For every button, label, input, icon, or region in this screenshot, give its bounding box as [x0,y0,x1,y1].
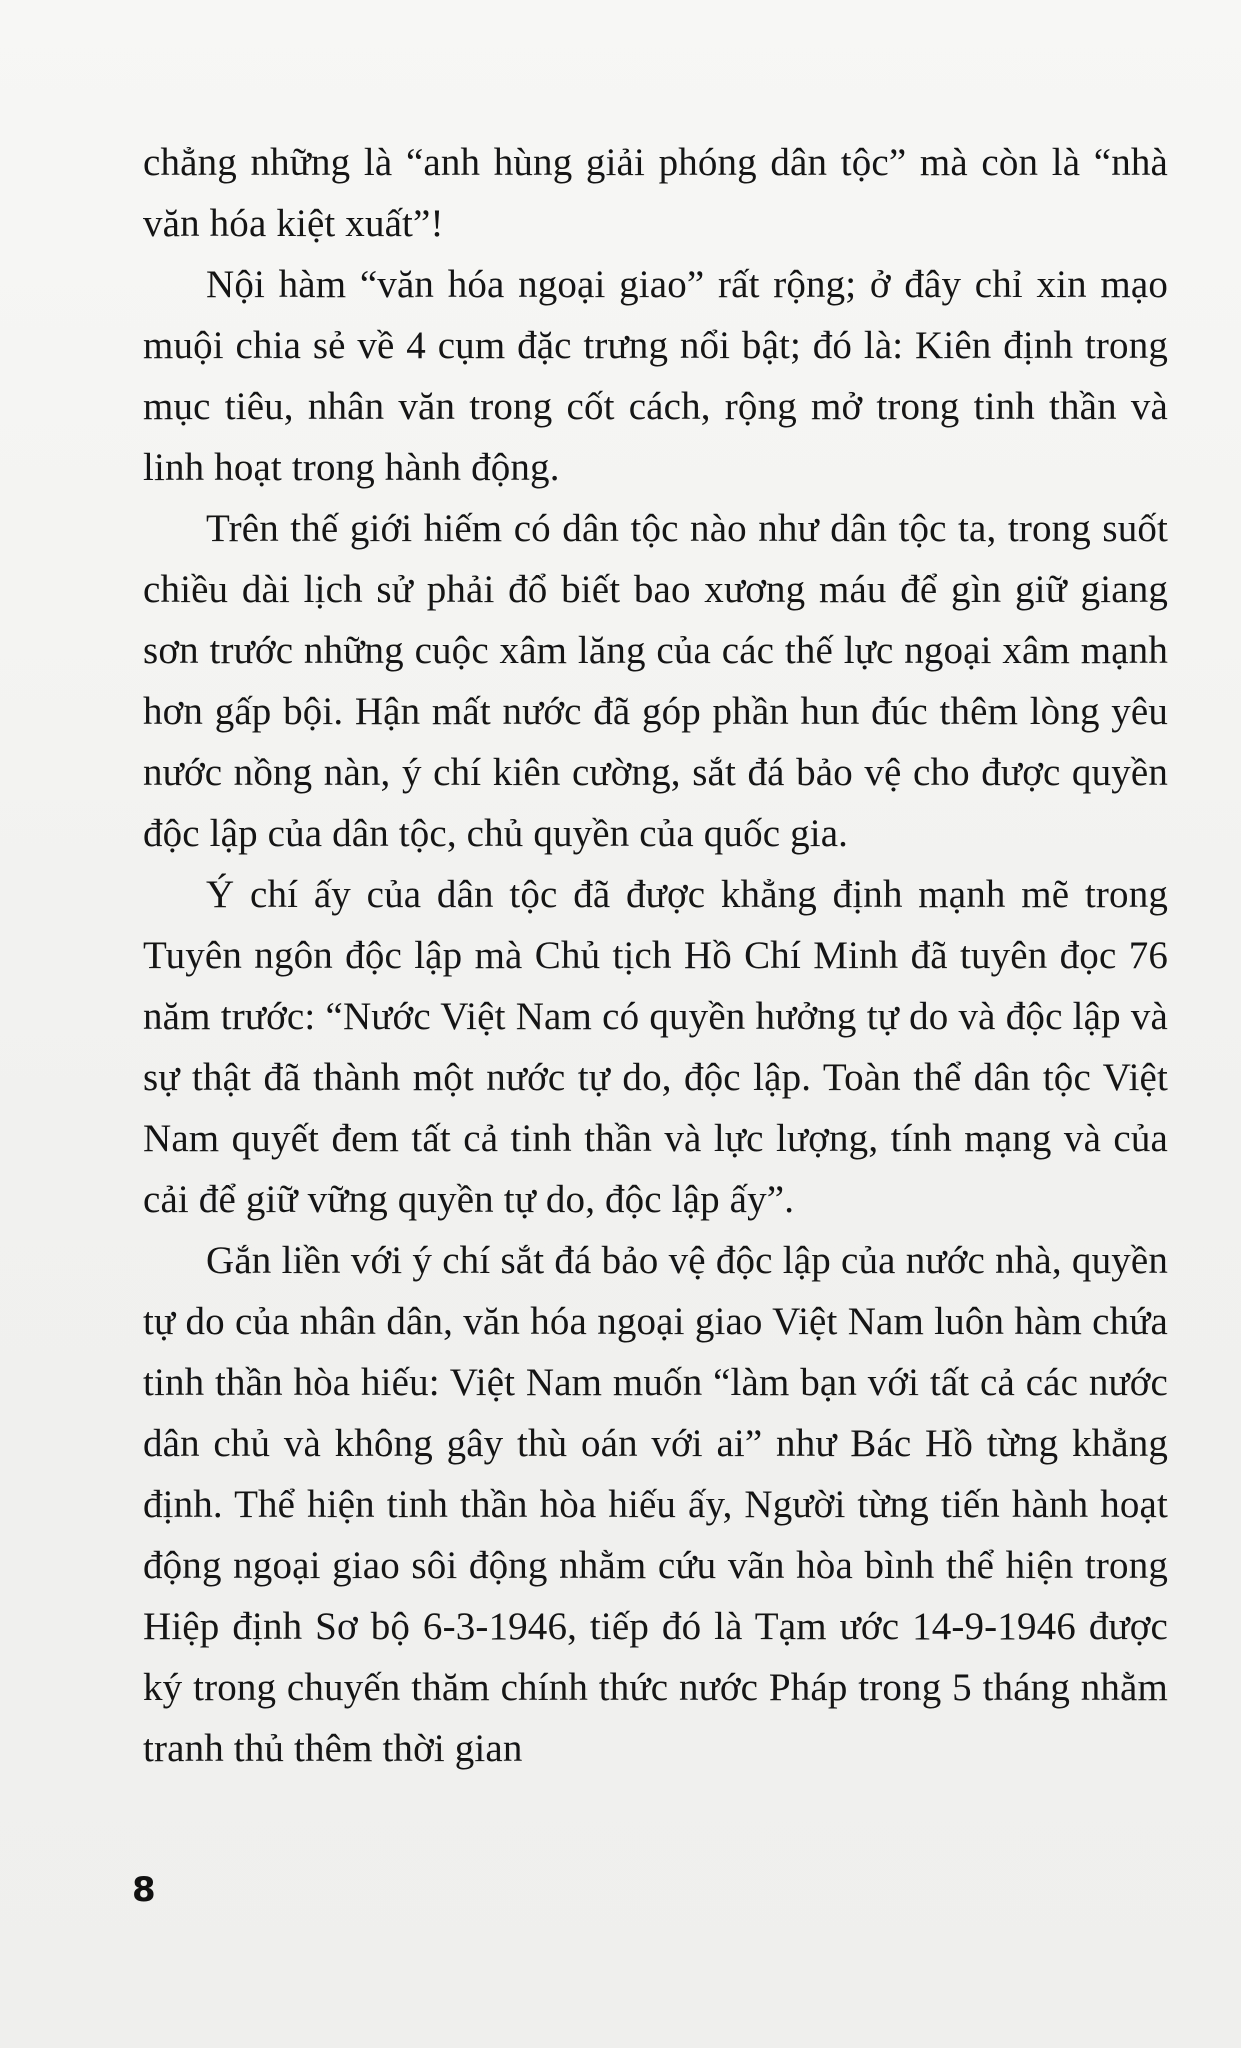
paragraph-peace-diplomacy: Gắn liền với ý chí sắt đá bảo vệ độc lập của nước nhà, quyền tự do của nhân dân, văn hóa ngoại giao Việt Nam luôn hàm chứa tinh thần hòa hiếu: Việt Nam muốn “làm bạn với tất cả các nước dân chủ và không gây thù oán với ai” như Bác Hồ từng khẳng định. Thể hiện tinh thần hòa hiếu ấy, Người từng tiến hành hoạt động ngoại giao sôi động nhằm cứu vãn hòa bình thể hiện trong Hiệp định Sơ bộ 6-3-1946, tiếp đó là Tạm ước 14-9-1946 được ký trong chuyến thăm chính thức nước Pháp trong 5 tháng nhằm tranh thủ thêm thời gian [143,1239,1168,1770]
paragraph-declaration-independence: Ý chí ấy của dân tộc đã được khẳng định mạnh mẽ trong Tuyên ngôn độc lập mà Chủ tịch Hồ Chí Minh đã tuyên đọc 76 năm trước: “Nước Việt Nam có quyền hưởng tự do và độc lập và sự thật đã thành một nước tự do, độc lập. Toàn thể dân tộc Việt Nam quyết đem tất cả tinh thần và lực lượng, tính mạng và của cải để giữ vững quyền tự do, độc lập ấy”. [143,873,1168,1221]
paragraph-national-history: Trên thế giới hiếm có dân tộc nào như dân tộc ta, trong suốt chiều dài lịch sử phải đổ biết bao xương máu để gìn giữ giang sơn trước những cuộc xâm lăng của các thế lực ngoại xâm mạnh hơn gấp bội. Hận mất nước đã góp phần hun đúc thêm lòng yêu nước nồng nàn, ý chí kiên cường, sắt đá bảo vệ cho được quyền độc lập của dân tộc, chủ quyền của quốc gia. [143,507,1168,855]
body-text [143,132,1168,1779]
paragraph-cultural-diplomacy: Nội hàm “văn hóa ngoại giao” rất rộng; ở đây chỉ xin mạo muội chia sẻ về 4 cụm đặc trưng nổi bật; đó là: Kiên định trong mục tiêu, nhân văn trong cốt cách, rộng mở trong tinh thần và linh hoạt trong hành động. [143,263,1168,489]
paragraph-continuation: chẳng những là “anh hùng giải phóng dân tộc” mà còn là “nhà văn hóa kiệt xuất”! [143,141,1168,245]
page-number: 8 [132,1870,156,1910]
